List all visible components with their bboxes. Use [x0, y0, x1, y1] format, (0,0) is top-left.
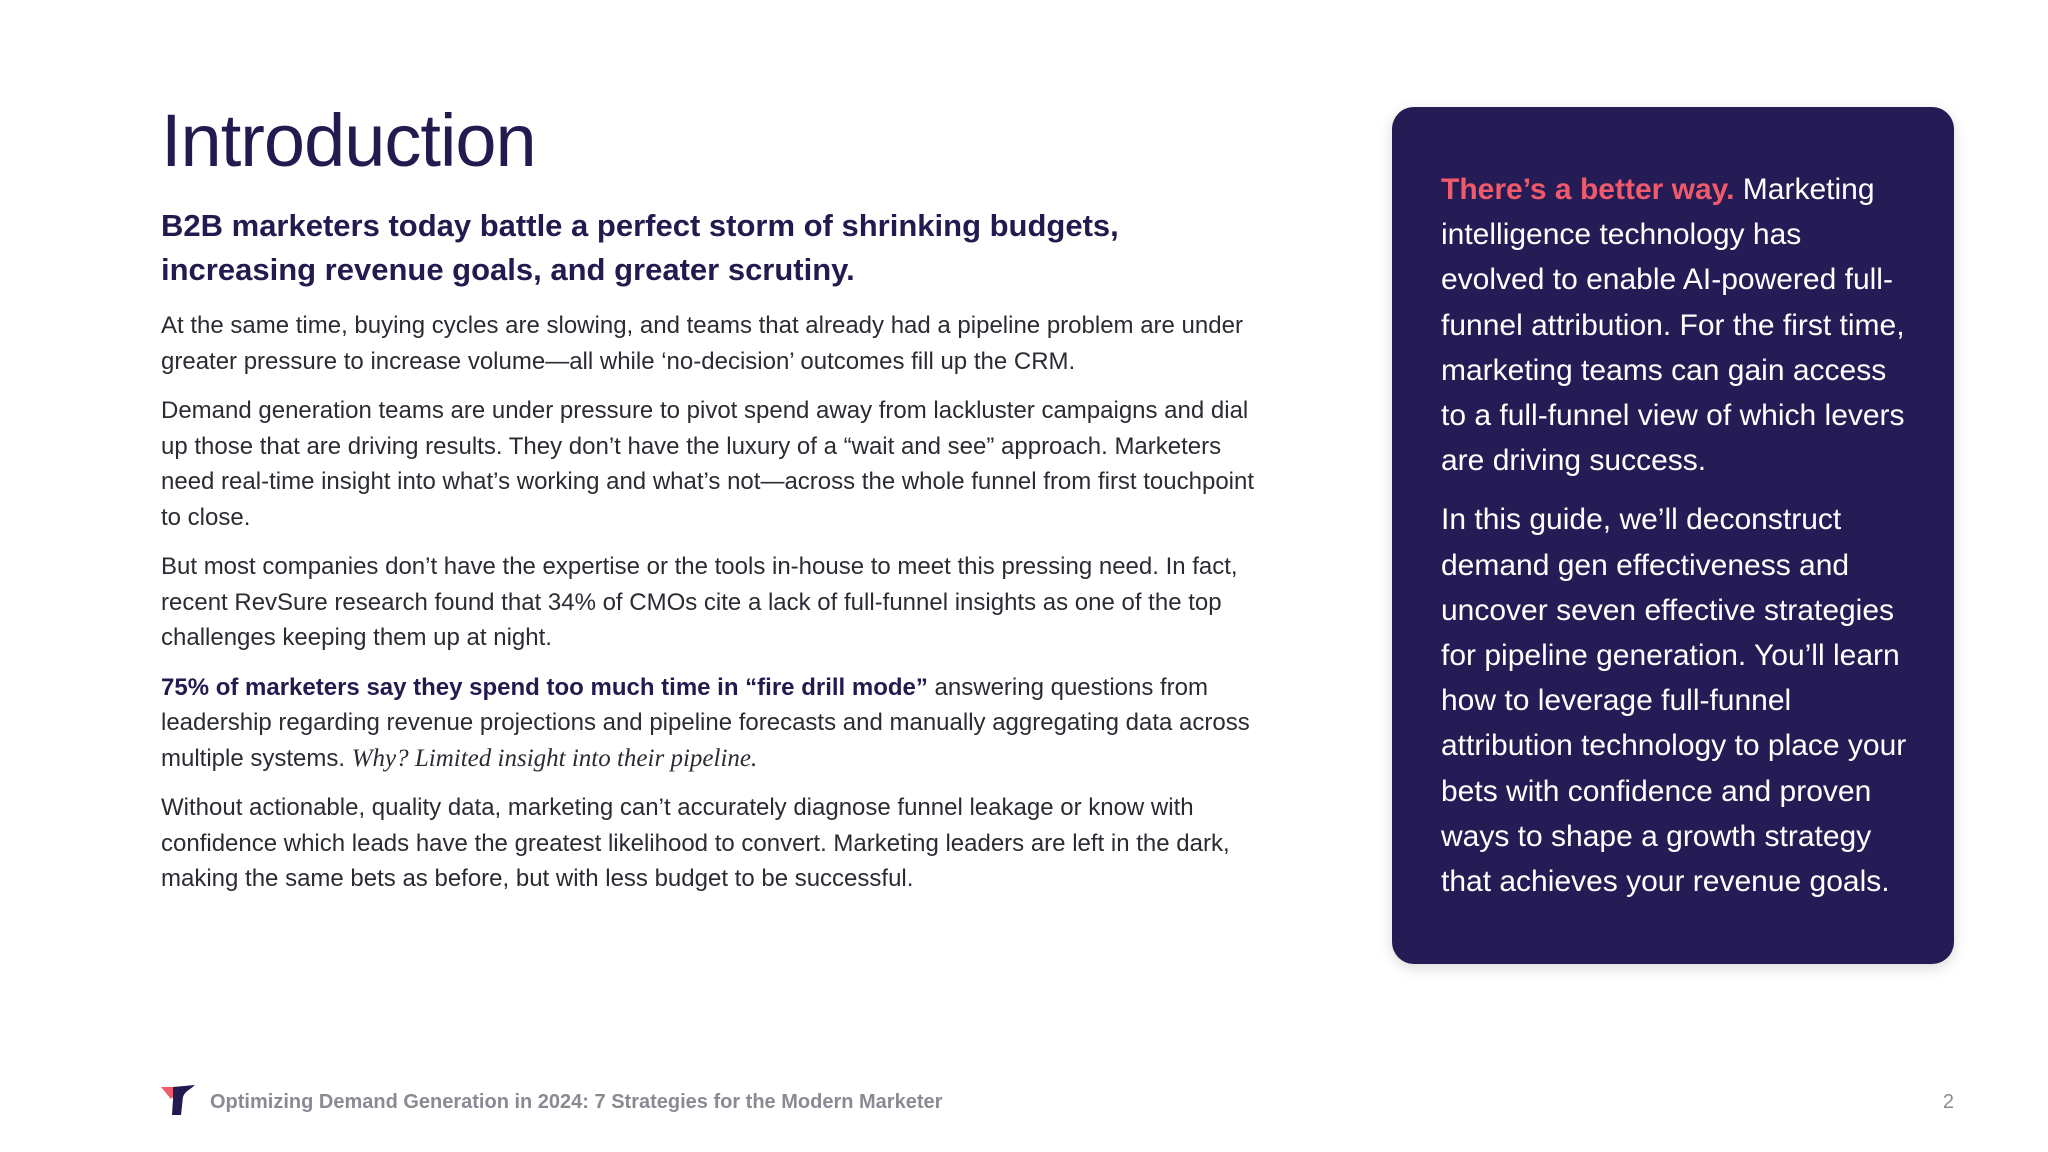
- callout-accent: There’s a better way.: [1441, 173, 1735, 206]
- callout-card: [1392, 107, 1954, 964]
- page-footer: [161, 1085, 1954, 1119]
- paragraph-4: [161, 670, 1261, 777]
- paragraph-3: But most companies don’t have the expertise or the tools in-house to meet this pressing need. In fact, recent RevSure research found that 34% of CMOs cite a lack of full-funnel insights as one of the top challenges keeping them up at night.: [161, 553, 1238, 651]
- paragraph-1: At the same time, buying cycles are slowing, and teams that already had a pipeline problem are under greater pressure to increase volume—all while ‘no-decision’ outcomes fill up the CRM.: [161, 312, 1243, 375]
- paragraph-5: Without actionable, quality data, marketing can’t accurately diagnose funnel leakage or know with confidence which leads have the greatest likelihood to convert. Marketing leaders are left in the dark, making the same bets as before, but with less budget to be successful.: [161, 794, 1230, 892]
- callout-paragraph-1-text: Marketing intelligence technology has evolved to enable AI-powered full-funnel attribution. For the first time, marketing teams can gain access to a full-funnel view of which levers are driving success.: [1441, 173, 1905, 478]
- paragraph-2: Demand generation teams are under pressure to pivot spend away from lackluster campaigns and dial up those that are driving results. They don’t have the luxury of a “wait and see” approach. Marketers need real-time insight into what’s working and what’s not—across the whole funnel from first touchpoint to close.: [161, 397, 1255, 531]
- footer-document-title: Optimizing Demand Generation in 2024: 7 Strategies for the Modern Marketer: [210, 1091, 943, 1113]
- paragraph-4-highlight: 75% of marketers say they spend too much time in “fire drill mode”: [161, 673, 928, 701]
- callout-paragraph-1: [1441, 167, 1910, 483]
- page-title: Introduction: [161, 99, 536, 182]
- subheading: B2B marketers today battle a perfect storm of shrinking budgets, increasing revenue goals, and greater scrutiny.: [161, 208, 1119, 287]
- page-number: 2: [1942, 1091, 1954, 1113]
- revsure-logo-icon: [161, 1085, 195, 1115]
- paragraph-4-text: answering questions from leadership regarding revenue projections and pipeline forecasts and manually aggregating data across multiple systems.: [161, 673, 1250, 772]
- paragraph-4-italic: Why? Limited insight into their pipeline.: [351, 744, 758, 772]
- main-content: [161, 96, 1261, 911]
- callout-paragraph-2: In this guide, we’ll deconstruct demand gen effectiveness and uncover seven effective strategies for pipeline generation. You’ll learn how to leverage full-funnel attribution technology to place your bets with confidence and proven ways to shape a growth strategy that achieves your revenue goals.: [1441, 503, 1907, 899]
